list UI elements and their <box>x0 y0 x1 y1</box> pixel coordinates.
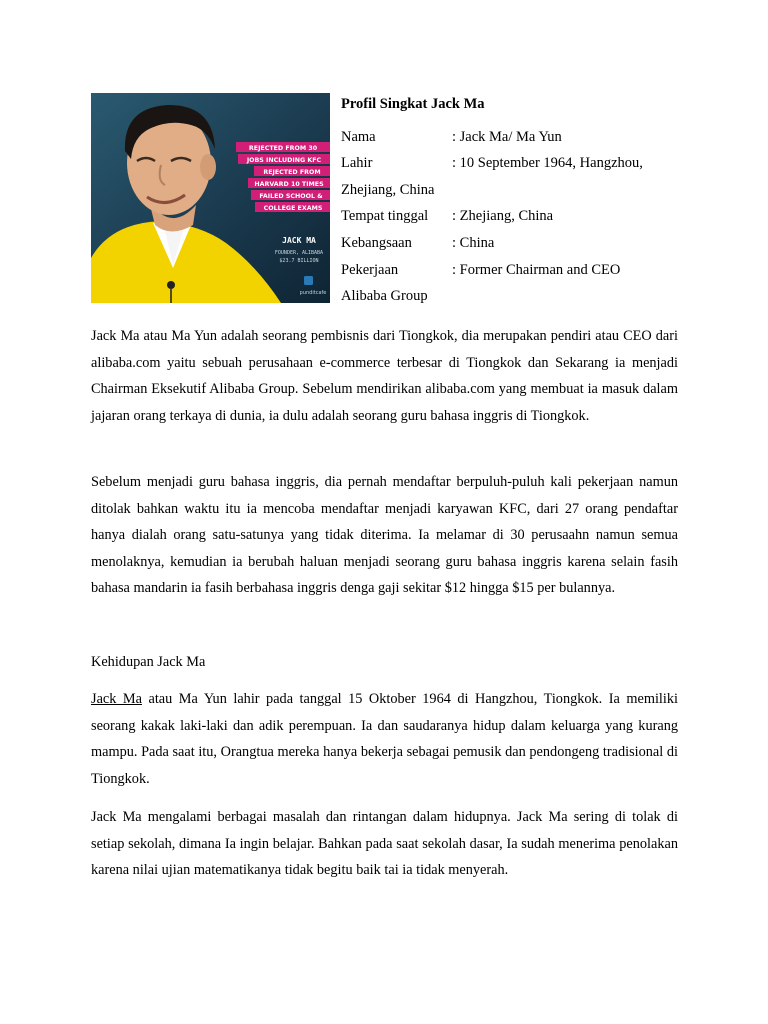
profile-row-nama <box>341 124 681 151</box>
badge-text-2: JOBS INCLUDING KFC <box>246 157 322 164</box>
paragraph-childhood <box>91 686 678 792</box>
profile-value-continued: Alibaba Group <box>341 288 428 305</box>
photo-name: JACK MA <box>282 236 316 245</box>
jack-ma-link[interactable]: Jack Ma <box>91 691 142 707</box>
profile-row-tempat-tinggal <box>341 203 681 230</box>
paragraph-early-career: Sebelum menjadi guru bahasa inggris, dia pernah mendaftar berpuluh-puluh kali pekerjaan namun ditolak bahkan waktu itu ia mencoba mendaftar menjadi karyawan KFC, dari 27 orang pendaftar hanya dialah orang satu-satunya yang tidak diterima. Ia melamar di 30 perusaahn namun semua menolaknya, kemudian ia berubah haluan menjadi seorang guru bahasa inggris karena selain fasih bahasa mandarin ia fasih berbahasa inggris denga gaji sekitar $12 hingga $15 per bulannya. <box>91 474 678 596</box>
profile-label: Pekerjaan <box>341 261 399 278</box>
punditcafe-logo-icon <box>304 276 313 285</box>
profile-value: : 10 September 1964, Hangzhou, <box>452 155 643 172</box>
profile-row-pekerjaan <box>341 257 681 284</box>
profile-value: : Zhejiang, China <box>452 208 554 225</box>
section-heading: Kehidupan Jack Ma <box>91 654 206 670</box>
badge-text-3: REJECTED FROM <box>263 169 321 176</box>
photo-caption-2: $23.7 BILLION <box>279 258 319 264</box>
profile-title: Profil Singkat Jack Ma <box>341 96 485 112</box>
profile-label: Lahir <box>341 155 373 172</box>
badge-text-4: HARVARD 10 TIMES <box>254 181 324 188</box>
profile-label: Kebangsaan <box>341 234 412 251</box>
profile-row-lahir <box>341 150 681 177</box>
portrait-image <box>91 93 330 303</box>
profile-value: : Former Chairman and CEO <box>452 261 621 278</box>
photo-brand: punditcafe <box>299 290 327 296</box>
profile-label: Nama <box>341 128 376 145</box>
profile-value: : China <box>452 234 495 251</box>
profile-value: : Jack Ma/ Ma Yun <box>452 128 562 145</box>
profile-label: Tempat tinggal <box>341 208 429 225</box>
badge-text-6: COLLEGE EXAMS <box>263 205 323 212</box>
paragraph-intro: Jack Ma atau Ma Yun adalah seorang pembisnis dari Tiongkok, dia merupakan pendiri atau CEO dari alibaba.com yaitu sebuah perusahaan e-commerce terbesar di Tiongkok dan Sekarang ia menjadi Chairman Eksekutif Alibaba Group. Sebelum mendirikan alibaba.com yang membuat ia masuk dalam jajaran orang terkaya di dunia, ia dulu adalah seorang guru bahasa inggris di Tiongkok. <box>91 328 678 424</box>
jack-ma-photo <box>91 93 330 303</box>
profile-block <box>341 91 681 310</box>
badge-text-1: REJECTED FROM 30 <box>248 145 318 152</box>
paragraph-childhood-text: atau Ma Yun lahir pada tanggal 15 Oktober 1964 di Hangzhou, Tiongkok. Ia memiliki seorang kakak laki-laki dan adik perempuan. Ia dan saudaranya hidup dalam keluarga yang kurang mampu. Pada saat itu, Orangtua mereka hanya bekerja sebagai pemusik dan pendongeng tradisional di Tiongkok. <box>91 691 678 787</box>
badge-text-5: FAILED SCHOOL & <box>259 193 323 200</box>
profile-value-continued: Zhejiang, China <box>341 181 435 198</box>
photo-caption-1: FOUNDER, ALIBABA <box>274 250 324 256</box>
paragraph-struggles: Jack Ma mengalami berbagai masalah dan rintangan dalam hidupnya. Jack Ma sering di tolak di setiap sekolah, dimana Ia ingin belajar. Bahkan pada saat sekolah dasar, Ia sudah menerima penolakan karena nilai ujian matematikanya tidak begitu baik tai ia tidak menyerah. <box>91 809 678 878</box>
profile-row-kebangsaan <box>341 230 681 257</box>
